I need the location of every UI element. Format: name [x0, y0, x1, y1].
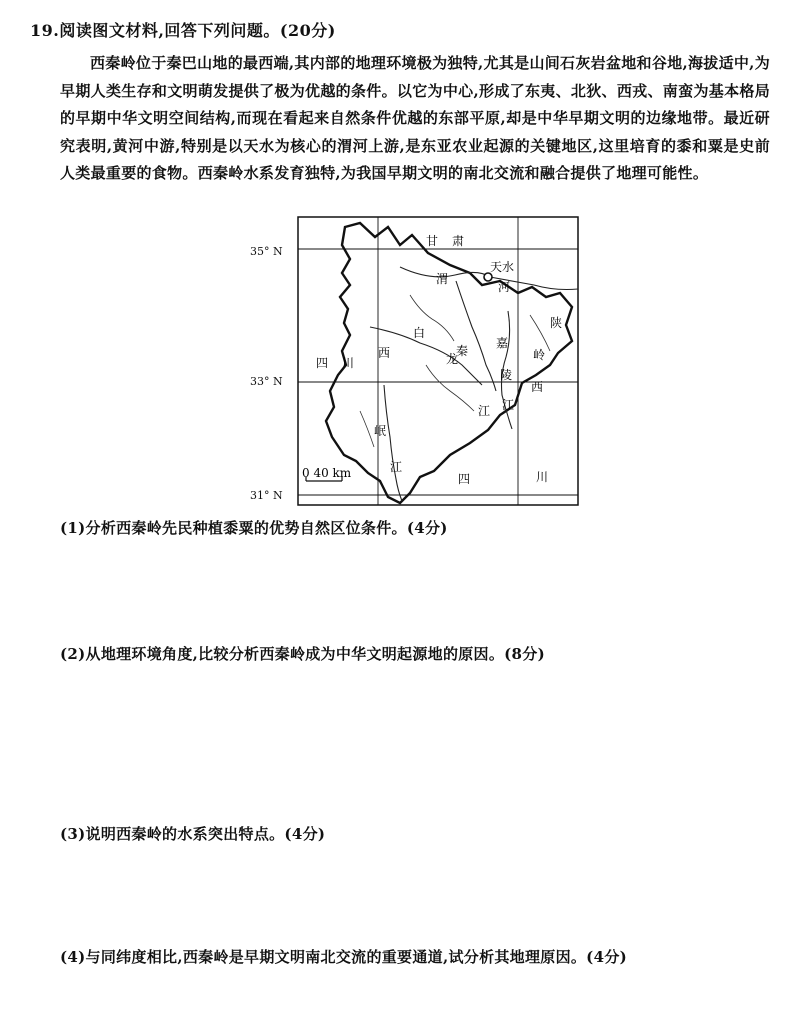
question-title: 19.阅读图文材料,回答下列问题。(20分): [30, 21, 336, 40]
label-min-2: 江: [390, 460, 403, 474]
label-jiang-2: 江: [502, 398, 515, 412]
sub-question-3: (3)说明西秦岭的水系突出特点。(4分): [60, 825, 326, 843]
material-paragraph: 西秦岭位于秦巴山地的最西端,其内部的地理环境极为独特,尤其是山间石灰岩盆地和谷地,海拔适中,为早期人类生存和文明萌发提供了极为优越的条件。以它为中心,形成了东夷、北狄、西戎、南蛮为基本格局的早期中华文明空间结构,而现在看起来自然条件优越的东部平原,却是中华早期文明的边缘地带。最近研究表明,黄河中游,特别是以天水为核心的渭河上游,是东亚农业起源的关键地区,这里培育的黍和粟是史前人类最重要的食物。西秦岭水系发育独特,为我国早期文明的南北交流和融合提供了地理可能性。: [60, 54, 770, 182]
tianshui-city-marker: [484, 273, 492, 281]
label-jialing-2: 陵: [500, 368, 513, 382]
xihan-river: [456, 281, 496, 391]
label-bai: 白: [413, 326, 426, 340]
label-xi-right: 西: [531, 380, 544, 394]
label-xiqinling-2: 秦: [456, 344, 469, 358]
scale-label: 0 40 km: [302, 466, 352, 480]
stream-4: [360, 411, 374, 447]
lat-label-33: 33° N: [250, 375, 283, 388]
label-sichuan-w1: 四: [316, 356, 329, 370]
lat-label-31: 31° N: [250, 489, 283, 502]
label-sichuan-w2: 川: [342, 356, 355, 370]
label-shaanxi-2: 岭: [533, 348, 546, 362]
sub-question-4: (4)与同纬度相比,西秦岭是早期文明南北交流的重要通道,试分析其地理原因。(4分): [60, 948, 628, 966]
stream-2: [426, 365, 474, 411]
sub-question-2: (2)从地理环境角度,比较分析西秦岭成为中华文明起源地的原因。(8分): [60, 645, 545, 663]
label-long: 龙: [446, 352, 459, 366]
label-sichuan-s2: 川: [536, 470, 549, 484]
stream-3: [530, 315, 550, 351]
min-river: [384, 385, 402, 501]
label-tianshui: 天水: [490, 260, 515, 274]
map-svg: [250, 215, 580, 510]
label-min-1: 岷: [374, 424, 387, 438]
label-gansu-1: 甘: [426, 234, 439, 248]
label-wei-1: 渭: [436, 272, 449, 286]
label-shaanxi-1: 陕: [550, 316, 563, 330]
label-xiqinling-1: 西: [378, 346, 391, 360]
lat-label-35: 35° N: [250, 245, 283, 258]
label-jiang-1: 江: [478, 404, 491, 418]
map-figure: [250, 215, 580, 510]
label-sichuan-s1: 四: [458, 472, 471, 486]
sub-question-1: (1)分析西秦岭先民种植黍粟的优势自然区位条件。(4分): [60, 519, 448, 537]
label-wei-2: 河: [498, 280, 511, 294]
label-gansu-2: 肃: [452, 234, 465, 248]
label-jialing-1: 嘉: [496, 336, 509, 350]
